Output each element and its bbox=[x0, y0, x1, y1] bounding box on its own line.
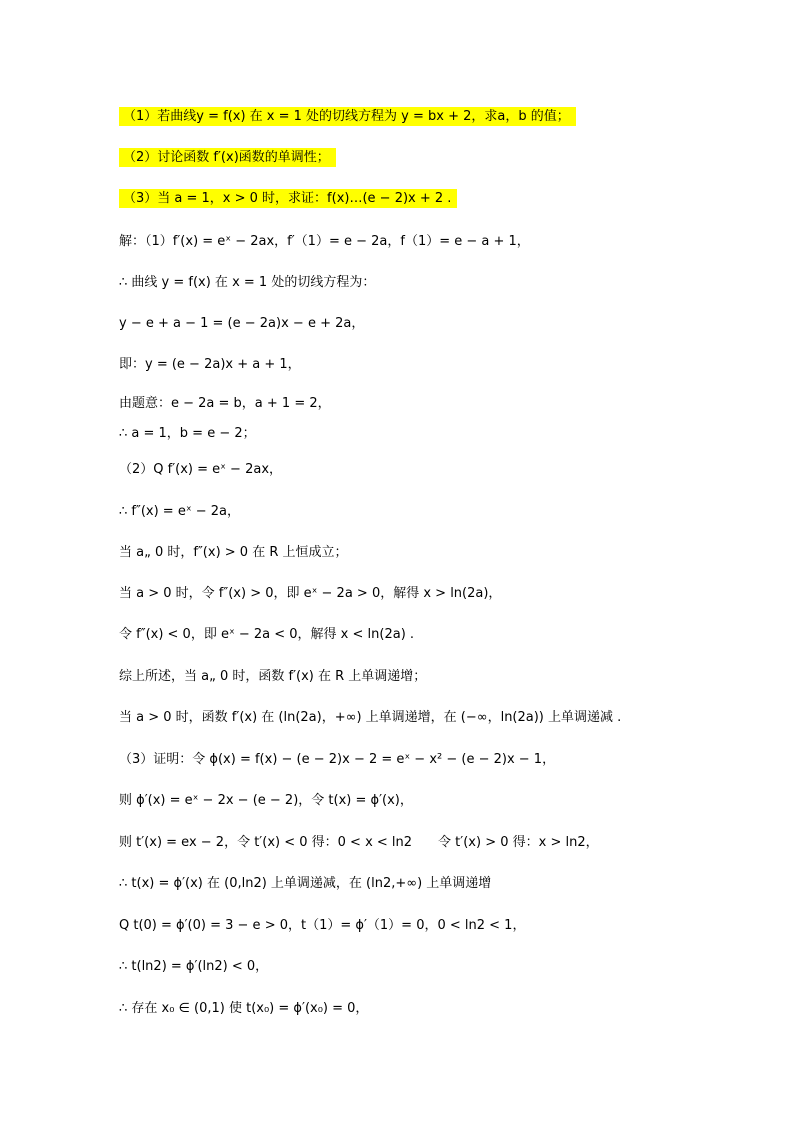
highlighted-text: （2）讨论函数 f′(x)函数的单调性； bbox=[119, 148, 336, 167]
solution-line: 综上所述，当 a„ 0 时，函数 f′(x) 在 R 上单调递增； bbox=[119, 669, 427, 684]
solution-line: ∴ a = 1，b = e − 2； bbox=[119, 426, 256, 441]
solution-line: ∴ t(x) = ϕ′(x) 在 (0,ln2) 上单调递减，在 (ln2,+∞) 上单调递增 bbox=[119, 876, 492, 891]
solution-line: ∴ f″(x) = eˣ − 2a， bbox=[119, 504, 240, 519]
solution-line: y − e + a − 1 = (e − 2a)x − e + 2a， bbox=[119, 316, 365, 331]
highlighted-text: （3）当 a = 1，x > 0 时，求证：f(x)…(e − 2)x + 2 . bbox=[119, 189, 457, 208]
solution-line: 由题意：e − 2a = b，a + 1 = 2， bbox=[119, 396, 331, 411]
solution-line: ∴ 曲线 y = f(x) 在 x = 1 处的切线方程为： bbox=[119, 275, 376, 290]
solution-line: 当 a > 0 时，令 f″(x) > 0，即 eˣ − 2a > 0，解得 x > ln(2a)， bbox=[119, 586, 502, 601]
solution-line: 当 a„ 0 时，f″(x) > 0 在 R 上恒成立； bbox=[119, 545, 348, 560]
solution-line: 即：y = (e − 2a)x + a + 1， bbox=[119, 357, 301, 372]
solution-line: （2）Q f′(x) = eˣ − 2ax， bbox=[119, 462, 283, 477]
solution-line: ∴ 存在 x₀ ∈ (0,1) 使 t(x₀) = ϕ′(x₀) = 0， bbox=[119, 1001, 369, 1016]
question-line bbox=[119, 190, 457, 208]
solution-line: 当 a > 0 时，函数 f′(x) 在 (ln(2a)，+∞) 上单调递增，在 (−∞，ln(2a)) 上单调递减 . bbox=[119, 710, 622, 725]
question-line bbox=[119, 149, 336, 167]
solution-line: ∴ t(ln2) = ϕ′(ln2) < 0， bbox=[119, 959, 269, 974]
solution-line: 解：（1）f′(x) = eˣ − 2ax，f′（1）= e − 2a，f（1）= e − a + 1， bbox=[119, 234, 530, 249]
solution-line: 则 t′(x) = ex − 2，令 t′(x) < 0 得：0 < x < ln2 令 t′(x) > 0 得：x > ln2， bbox=[119, 835, 599, 850]
solution-line: （3）证明：令 ϕ(x) = f(x) − (e − 2)x − 2 = eˣ − x² − (e − 2)x − 1， bbox=[119, 752, 556, 767]
solution-line: 则 ϕ′(x) = eˣ − 2x − (e − 2)，令 t(x) = ϕ′(x)， bbox=[119, 793, 413, 808]
solution-line: Q t(0) = ϕ′(0) = 3 − e > 0，t（1）= ϕ′（1）= 0，0 < ln2 < 1， bbox=[119, 918, 526, 933]
question-line bbox=[119, 108, 576, 126]
solution-line: 令 f″(x) < 0，即 eˣ − 2a < 0，解得 x < ln(2a) . bbox=[119, 627, 415, 642]
highlighted-text: （1）若曲线y = f(x) 在 x = 1 处的切线方程为 y = bx + 2，求a，b 的值； bbox=[119, 107, 576, 126]
